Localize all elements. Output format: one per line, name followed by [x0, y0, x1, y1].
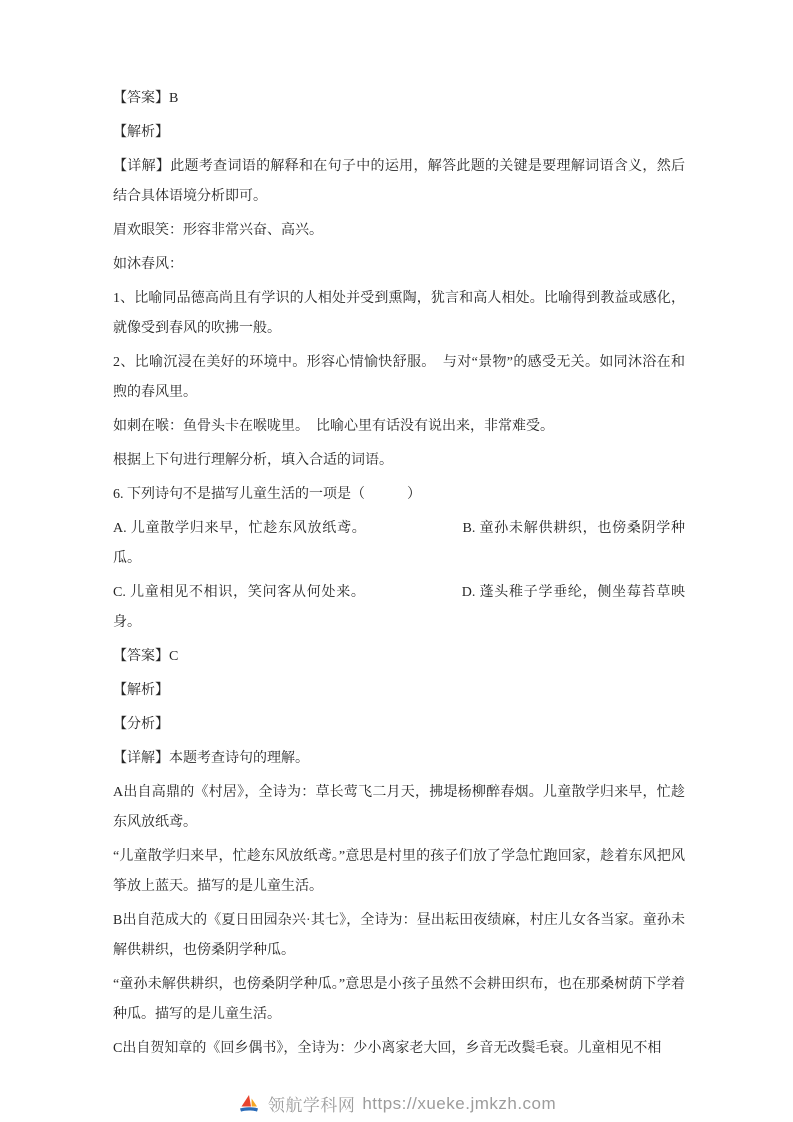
watermark-footer: [0, 1091, 793, 1116]
xueke-logo-icon: [237, 1092, 261, 1116]
paragraph: A. 儿童散学归来早，忙趁东风放纸鸢。 B. 童孙未解供耕织，也傍桑阴学种瓜。: [113, 521, 685, 566]
paragraph: C. 儿童相见不相识，笑问客从何处来。 D. 蓬头稚子学垂纶，侧坐莓苔草映身。: [113, 585, 685, 630]
paragraph: 如沐春风：: [113, 257, 183, 272]
document-content: [113, 84, 685, 1068]
paragraph: 【答案】C: [113, 649, 179, 664]
paragraph: 【详解】此题考查词语的解释和在句子中的运用，解答此题的关键是要理解词语含义，然后结合具体语境分析即可。: [113, 159, 685, 204]
paragraph: “儿童散学归来早，忙趁东风放纸鸢。”意思是村里的孩子们放了学急忙跑回家，趁着东风把风筝放上蓝天。描写的是儿童生活。: [113, 849, 685, 894]
paragraph: A出自高鼎的《村居》，全诗为：草长莺飞二月天，拂堤杨柳醉春烟。儿童散学归来早，忙趁东风放纸鸢。: [113, 785, 685, 830]
paragraph: 1、比喻同品德高尚且有学识的人相处并受到熏陶，犹言和高人相处。比喻得到教益或感化，就像受到春风的吹拂一般。: [113, 291, 685, 336]
paragraph: 【答案】B: [113, 91, 179, 106]
paragraph: “童孙未解供耕织，也傍桑阴学种瓜。”意思是小孩子虽然不会耕田织布，也在那桑树荫下学着种瓜。描写的是儿童生活。: [113, 977, 685, 1022]
paragraph: 【详解】本题考查诗句的理解。: [113, 751, 309, 766]
paragraph: C出自贺知章的《回乡偶书》，全诗为：少小离家老大回，乡音无改鬓毛衰。儿童相见不相: [113, 1041, 662, 1056]
paragraph: 根据上下句进行理解分析，填入合适的词语。: [113, 453, 393, 468]
paragraph: 如刺在喉：鱼骨头卡在喉咙里。 比喻心里有话没有说出来，非常难受。: [113, 419, 554, 434]
paragraph: 眉欢眼笑：形容非常兴奋、高兴。: [113, 223, 323, 238]
paragraph: 2、比喻沉浸在美好的环境中。形容心情愉快舒服。 与对“景物”的感受无关。如同沐浴在和煦的春风里。: [113, 355, 685, 400]
paragraph: B出自范成大的《夏日田园杂兴·其七》，全诗为：昼出耘田夜绩麻，村庄儿女各当家。童孙未解供耕织，也傍桑阴学种瓜。: [113, 913, 685, 958]
paragraph: 【解析】: [113, 125, 169, 140]
watermark-url: https://xueke.jmkzh.com: [362, 1093, 557, 1113]
paragraph: 【解析】: [113, 683, 169, 698]
paragraph: 【分析】: [113, 717, 169, 732]
watermark-site-name: 领航学科网: [267, 1096, 356, 1115]
paragraph: 6. 下列诗句不是描写儿童生活的一项是（ ）: [113, 487, 421, 502]
